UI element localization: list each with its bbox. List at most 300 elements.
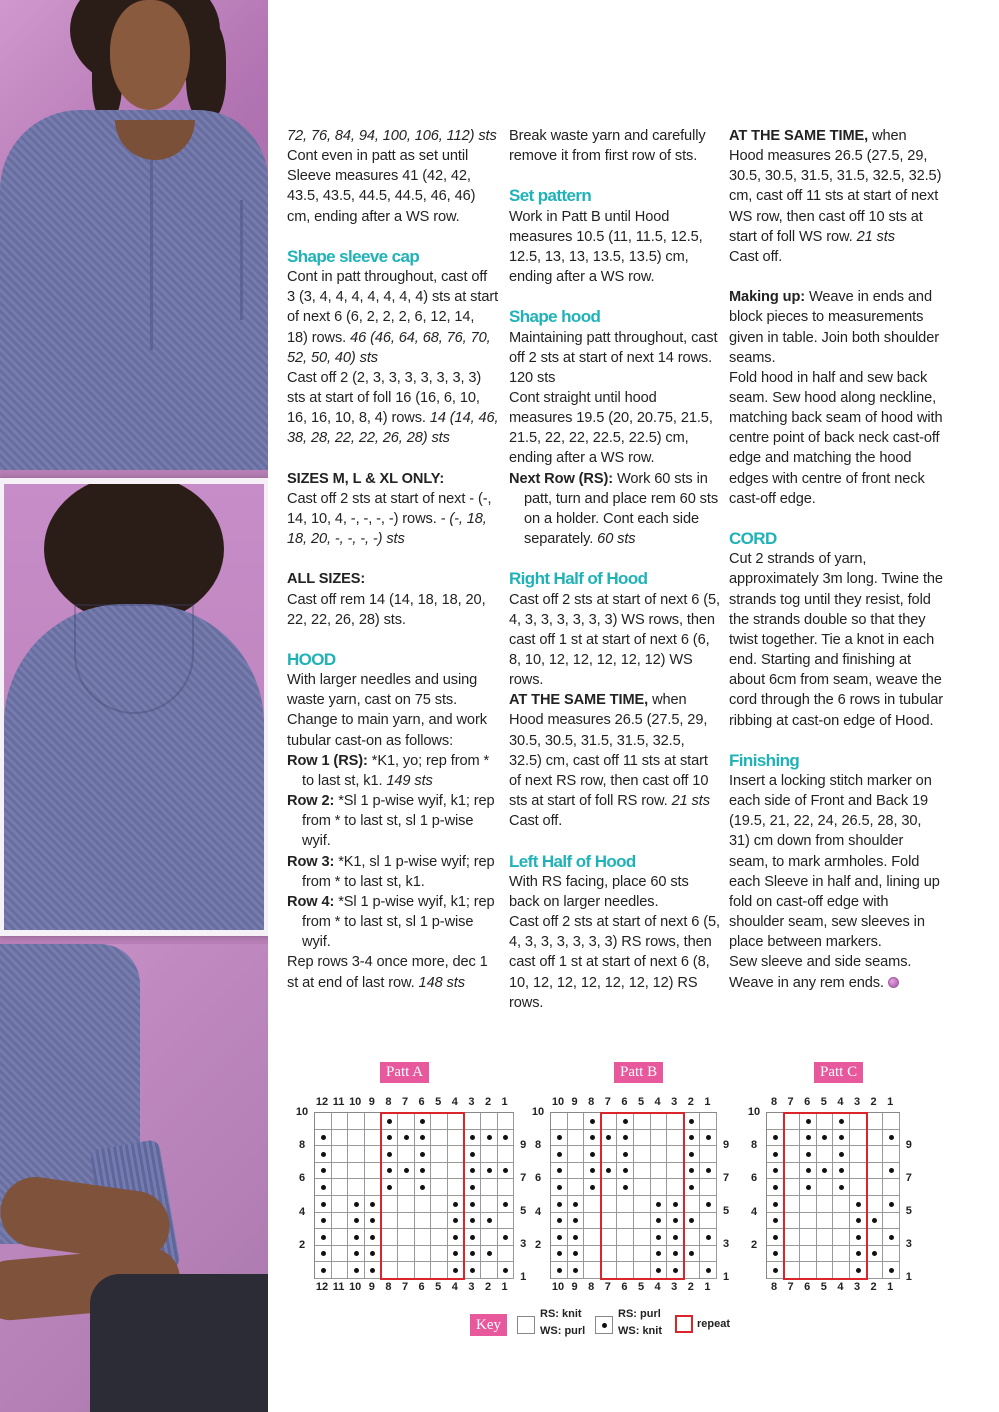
pattern-row xyxy=(509,469,721,550)
row-number: 4 xyxy=(298,1205,306,1218)
paragraph-text: Maintaining patt throughout, cast off 2 sts at start of next 14 rows. 120 sts xyxy=(509,329,718,386)
knit-cell xyxy=(883,1246,900,1263)
purl-cell xyxy=(464,1146,481,1163)
purl-cell xyxy=(767,1163,784,1180)
column-number: 9 xyxy=(571,1281,578,1293)
purl-cell xyxy=(767,1130,784,1147)
knit-cell xyxy=(584,1262,601,1279)
purl-cell xyxy=(767,1213,784,1230)
knit-cell xyxy=(883,1146,900,1163)
column-number: 2 xyxy=(870,1281,877,1293)
purl-cell xyxy=(315,1130,332,1147)
paragraph-text: Cast off. xyxy=(729,248,783,265)
photo-strip xyxy=(0,0,268,1412)
purl-cell xyxy=(700,1130,717,1147)
purl-cell xyxy=(551,1179,568,1196)
knit-cell xyxy=(365,1179,382,1196)
face xyxy=(110,0,190,110)
column-number: 10 xyxy=(551,1281,565,1293)
paragraph-text: Sew sleeve and side seams. xyxy=(729,954,912,971)
purl-dot xyxy=(706,1135,711,1140)
purl-cell xyxy=(551,1146,568,1163)
purl-cell xyxy=(348,1262,365,1279)
purl-dot xyxy=(557,1135,562,1140)
column-number: 7 xyxy=(401,1096,409,1108)
column-number: 5 xyxy=(435,1096,442,1108)
column-number: 9 xyxy=(368,1281,375,1293)
knit-cell xyxy=(481,1229,498,1246)
purl-dot xyxy=(889,1135,894,1140)
purl-cell xyxy=(348,1196,365,1213)
purl-dot xyxy=(689,1168,694,1173)
knit-cell xyxy=(348,1113,365,1130)
knit-cell xyxy=(767,1113,784,1130)
purl-cell xyxy=(498,1229,515,1246)
purl-dot xyxy=(470,1152,475,1157)
knit-cell xyxy=(568,1163,585,1180)
purl-dot xyxy=(773,1268,778,1273)
paragraph xyxy=(729,973,943,993)
section-heading: Finishing xyxy=(729,750,800,770)
column-number: 8 xyxy=(385,1281,392,1293)
model-back-photo xyxy=(0,478,268,936)
column-number: 4 xyxy=(451,1281,458,1293)
knit-cell xyxy=(867,1262,884,1279)
repeat-outline xyxy=(380,1112,465,1280)
knit-cell xyxy=(551,1113,568,1130)
purl-cell xyxy=(551,1196,568,1213)
purl-dot xyxy=(321,1185,326,1190)
paragraph-text: *K1, sl 1 p-wise wyif; rep from * to last st, k1. xyxy=(302,853,495,890)
purl-dot xyxy=(706,1268,711,1273)
paragraph xyxy=(509,590,721,691)
knit-cell xyxy=(584,1196,601,1213)
purl-dot xyxy=(503,1135,508,1140)
purl-cell xyxy=(684,1179,701,1196)
knit-cell xyxy=(348,1130,365,1147)
row-number: 9 xyxy=(905,1138,912,1151)
knit-cell xyxy=(481,1113,498,1130)
purl-dot xyxy=(590,1168,595,1173)
purl-dot xyxy=(590,1119,595,1124)
column-number: 2 xyxy=(870,1096,877,1108)
purl-dot xyxy=(470,1235,475,1240)
paragraph-text: 72, 76, 84, 94, 100, 106, 112) sts xyxy=(287,128,497,144)
paragraph-text: Fold hood in half and sew back seam. Sew hood along neckline, matching back seam of hood with centre point of back neck cast-off edge and matching the hood edges with centre of front neck cast-off edge. xyxy=(729,369,943,507)
purl-cell xyxy=(464,1130,481,1147)
purl-cell xyxy=(767,1229,784,1246)
purl-dot xyxy=(321,1168,326,1173)
knit-cell xyxy=(568,1113,585,1130)
purl-cell xyxy=(365,1229,382,1246)
purl-cell xyxy=(767,1146,784,1163)
row-label: Row 1 (RS): xyxy=(287,752,368,769)
chart-patt-a xyxy=(295,1062,530,1298)
column-number: 2 xyxy=(687,1096,694,1108)
purl-cell xyxy=(315,1213,332,1230)
section-heading: Set pattern xyxy=(509,186,592,206)
knit-cell xyxy=(348,1146,365,1163)
column-number: 4 xyxy=(654,1281,661,1293)
row-number: 3 xyxy=(905,1238,912,1251)
purl-dot xyxy=(370,1235,375,1240)
sweater xyxy=(0,110,268,470)
column-number: 2 xyxy=(484,1096,492,1108)
purl-cell xyxy=(481,1213,498,1230)
purl-dot xyxy=(573,1202,578,1207)
row-number: 9 xyxy=(722,1138,730,1151)
paragraph-text: when Hood measures 26.5 (27.5, 29, 30.5, 30.5, 31.5, 31.5, 32.5, 32.5) cm, cast off 11 sts at start of next RS row, then cast off 10 sts at start of foll RS row. xyxy=(509,692,709,810)
paragraph-text: *K1, yo; rep from * to last st, k1. xyxy=(302,752,490,789)
knit-cell xyxy=(867,1146,884,1163)
paragraph xyxy=(287,590,499,630)
chart-patt-b xyxy=(531,1062,746,1298)
paragraph xyxy=(729,549,943,730)
purl-dot xyxy=(487,1218,492,1223)
purl-dot xyxy=(503,1268,508,1273)
size-heading: ALL SIZES: xyxy=(287,571,366,588)
purl-dot xyxy=(370,1202,375,1207)
purl-cell xyxy=(700,1196,717,1213)
row-number: 6 xyxy=(534,1172,542,1185)
column-number: 3 xyxy=(853,1281,861,1293)
purl-cell xyxy=(684,1163,701,1180)
purl-dot xyxy=(773,1185,778,1190)
row-label: Next Row (RS): xyxy=(509,470,613,487)
column-number: 5 xyxy=(435,1281,442,1293)
paragraph xyxy=(729,126,943,247)
paragraph xyxy=(729,287,943,368)
purl-dot xyxy=(354,1202,359,1207)
knit-cell xyxy=(584,1213,601,1230)
knit-cell xyxy=(498,1246,515,1263)
repeat-outline xyxy=(783,1112,868,1280)
purl-cell xyxy=(568,1246,585,1263)
column-number: 1 xyxy=(887,1096,894,1108)
purl-dot xyxy=(470,1218,475,1223)
row-number: 2 xyxy=(298,1238,306,1251)
purl-dot xyxy=(557,1185,562,1190)
purl-dot xyxy=(773,1202,778,1207)
purl-cell xyxy=(684,1213,701,1230)
stitch-count: 148 sts xyxy=(418,974,465,991)
purl-dot xyxy=(470,1135,475,1140)
purl-cell xyxy=(464,1213,481,1230)
purl-cell xyxy=(584,1146,601,1163)
section-heading: Right Half of Hood xyxy=(509,569,648,589)
paragraph-text: Break waste yarn and carefully remove it from first row of sts. xyxy=(509,128,706,165)
knit-cell xyxy=(365,1146,382,1163)
chart-title: Patt B xyxy=(614,1062,663,1083)
purl-cell xyxy=(584,1113,601,1130)
knit-cell xyxy=(700,1179,717,1196)
purl-cell xyxy=(498,1196,515,1213)
purl-dot xyxy=(706,1202,711,1207)
purl-dot xyxy=(590,1185,595,1190)
paragraph-text: Cast off 2 sts at start of next 6 (5, 4, 3, 3, 3, 3, 3, 3) WS rows, then cast off 1 st at start of next 6 (6, 8, 10, 12, 12, 12, 12, 12) WS rows. xyxy=(509,591,720,689)
purl-cell xyxy=(584,1163,601,1180)
paragraph-text: Weave in any rem ends. xyxy=(729,974,888,991)
purl-cell xyxy=(684,1246,701,1263)
emphasis-label: Making up: xyxy=(729,289,806,306)
purl-dot xyxy=(706,1235,711,1240)
purl-dot xyxy=(773,1235,778,1240)
purl-dot-icon xyxy=(595,1316,613,1334)
column-number: 6 xyxy=(621,1281,628,1293)
purl-dot xyxy=(470,1268,475,1273)
paragraph xyxy=(509,872,721,912)
purl-dot xyxy=(354,1218,359,1223)
purl-dot xyxy=(590,1135,595,1140)
column-number: 8 xyxy=(770,1281,778,1293)
column-number: 8 xyxy=(588,1096,595,1108)
purl-dot xyxy=(573,1218,578,1223)
column-number: 6 xyxy=(621,1096,628,1108)
section-heading: Shape sleeve cap xyxy=(287,246,420,266)
knit-cell xyxy=(315,1113,332,1130)
purl-dot xyxy=(773,1251,778,1256)
paragraph xyxy=(287,267,499,368)
purl-dot xyxy=(470,1251,475,1256)
paragraph xyxy=(509,912,721,1013)
knit-cell xyxy=(481,1146,498,1163)
knit-cell xyxy=(481,1179,498,1196)
purl-cell xyxy=(481,1130,498,1147)
knit-cell xyxy=(481,1196,498,1213)
paragraph-text: Cut 2 strands of yarn, approximately 3m long. Twine the strands tog until they resist, fold the strands double so that they twist together. Tie a knot in each end. Starting and finishing at about 6cm from seam, weave the cord through the 6 rows in tubular ribbing at cast-on edge of Hood. xyxy=(729,551,944,729)
row-number: 2 xyxy=(534,1238,542,1251)
row-number: 5 xyxy=(520,1205,527,1217)
purl-dot xyxy=(321,1218,326,1223)
purl-cell xyxy=(365,1196,382,1213)
purl-cell xyxy=(464,1229,481,1246)
emphasis-label: AT THE SAME TIME, xyxy=(729,128,869,144)
purl-cell xyxy=(551,1246,568,1263)
purl-cell xyxy=(365,1213,382,1230)
knit-cell xyxy=(348,1163,365,1180)
section-heading: HOOD xyxy=(287,650,336,669)
knit-cell xyxy=(332,1179,349,1196)
stitch-grid xyxy=(314,1112,514,1279)
column-number: 1 xyxy=(501,1281,508,1293)
knit-cell xyxy=(365,1113,382,1130)
purl-cell xyxy=(315,1196,332,1213)
row-number: 8 xyxy=(750,1139,758,1152)
row-number: 3 xyxy=(520,1238,527,1251)
row-number: 5 xyxy=(722,1205,730,1217)
purl-cell xyxy=(551,1163,568,1180)
purl-dot xyxy=(872,1251,877,1256)
purl-cell xyxy=(464,1262,481,1279)
purl-dot xyxy=(354,1251,359,1256)
paragraph-text: Cast off rem 14 (14, 18, 18, 20, 22, 22, 26, 28) sts. xyxy=(287,591,486,628)
column-number: 4 xyxy=(837,1096,844,1108)
purl-dot xyxy=(321,1268,326,1273)
column-number: 7 xyxy=(787,1096,794,1108)
paragraph xyxy=(509,126,721,166)
purl-cell xyxy=(883,1130,900,1147)
key-knit-ws: WS: purl xyxy=(540,1325,586,1337)
row-number: 2 xyxy=(750,1238,758,1251)
key-knit-rs: RS: knit xyxy=(540,1308,582,1320)
paragraph-text: Cont in patt throughout, cast off 3 (3, 4, 4, 4, 4, 4, 4, 4) sts at start of next 6 (6, 2, 2, 2, 6, 12, 14, 18) rows. xyxy=(287,269,499,346)
paragraph xyxy=(287,126,499,146)
column-number: 7 xyxy=(401,1281,409,1293)
row-label: Row 3: xyxy=(287,853,335,870)
paragraph xyxy=(287,368,499,449)
column-number: 8 xyxy=(588,1281,595,1293)
purl-dot xyxy=(706,1168,711,1173)
purl-cell xyxy=(767,1196,784,1213)
stitch-grid xyxy=(550,1112,717,1279)
row-number: 3 xyxy=(722,1238,730,1251)
column-number: 9 xyxy=(368,1096,375,1108)
knit-cell xyxy=(498,1179,515,1196)
purl-cell xyxy=(568,1213,585,1230)
stitch-grid xyxy=(766,1112,900,1279)
purl-cell xyxy=(700,1163,717,1180)
purl-cell xyxy=(498,1130,515,1147)
stitch-count: 60 sts xyxy=(597,531,636,548)
purl-dot xyxy=(872,1218,877,1223)
purl-cell xyxy=(883,1229,900,1246)
key-purl-ws: WS: knit xyxy=(618,1325,662,1337)
row-number: 7 xyxy=(905,1171,912,1184)
purl-cell xyxy=(464,1196,481,1213)
row-number: 6 xyxy=(298,1172,306,1185)
purl-cell xyxy=(348,1229,365,1246)
paragraph xyxy=(729,368,943,509)
stitch-count: 21 sts xyxy=(671,793,710,810)
purl-dot xyxy=(773,1168,778,1173)
column-number: 7 xyxy=(787,1281,794,1293)
knit-cell xyxy=(883,1179,900,1196)
purl-dot xyxy=(557,1251,562,1256)
purl-cell xyxy=(498,1262,515,1279)
paragraph-text: Cont straight until hood measures 19.5 (20, 20.75, 21.5, 21.5, 22, 22, 22.5, 22.5) cm, ending after a WS row. xyxy=(509,390,713,467)
knit-cell xyxy=(348,1179,365,1196)
row-number: 5 xyxy=(905,1205,912,1217)
row-label: Row 4: xyxy=(287,893,335,910)
purl-dot xyxy=(689,1119,694,1124)
purl-cell xyxy=(348,1213,365,1230)
stitch-count: 149 sts xyxy=(386,772,433,789)
purl-cell xyxy=(584,1179,601,1196)
row-number: 7 xyxy=(722,1171,730,1184)
purl-dot xyxy=(470,1202,475,1207)
purl-dot xyxy=(773,1152,778,1157)
paragraph-text: *Sl 1 p-wise wyif, k1; rep from * to last st, sl 1 p-wise wyif. xyxy=(302,793,495,850)
paragraph-text: With larger needles and using waste yarn, cast on 75 sts. Change to main yarn, and work tubular cast-on as follows: xyxy=(287,672,487,749)
text-column-3 xyxy=(729,126,943,993)
purl-dot xyxy=(573,1251,578,1256)
paragraph-text: Insert a locking stitch marker on each side of Front and Back 19 (19.5, 21, 22, 24, 26.5, 28, 30, 31) cm down from shoulder seam, to mark armholes. Fold each Sleeve in half and, lining up fold on cast-off edge with shoulder seam, sew sleeves in place between markers. xyxy=(729,772,940,951)
row-number: 8 xyxy=(534,1139,542,1152)
column-number: 8 xyxy=(385,1096,392,1108)
purl-dot xyxy=(590,1152,595,1157)
purl-dot xyxy=(321,1135,326,1140)
purl-cell xyxy=(481,1246,498,1263)
paragraph-text: Cast off 2 (2, 3, 3, 3, 3, 3, 3, 3) sts at start of foll 16 (16, 6, 10, 16, 16, 10, 8, 4) rows. xyxy=(287,369,482,427)
paragraph-text: With RS facing, place 60 sts back on larger needles. xyxy=(509,873,689,910)
knit-cell xyxy=(332,1213,349,1230)
purl-cell xyxy=(315,1179,332,1196)
text-column-1 xyxy=(287,126,499,993)
purl-dot xyxy=(689,1251,694,1256)
column-number: 5 xyxy=(637,1281,645,1293)
purl-dot xyxy=(889,1268,894,1273)
purl-cell xyxy=(551,1130,568,1147)
purl-dot xyxy=(689,1152,694,1157)
purl-dot xyxy=(557,1168,562,1173)
key-label: Key xyxy=(470,1314,507,1336)
purl-dot xyxy=(573,1235,578,1240)
column-number: 10 xyxy=(551,1096,565,1108)
column-number: 7 xyxy=(604,1281,611,1293)
knit-cell xyxy=(481,1262,498,1279)
purl-dot xyxy=(557,1235,562,1240)
row-label: Row 2: xyxy=(287,793,335,810)
chart-title: Patt A xyxy=(380,1062,429,1083)
paragraph xyxy=(509,328,721,388)
column-number: 5 xyxy=(820,1096,827,1108)
column-number: 12 xyxy=(315,1096,329,1108)
knit-cell xyxy=(700,1146,717,1163)
stitch-count: - (-, 18, 18, 20, -, -, -, -) sts xyxy=(287,510,487,548)
pattern-row xyxy=(287,751,499,791)
purl-cell xyxy=(883,1262,900,1279)
paragraph xyxy=(729,247,943,267)
column-number: 8 xyxy=(770,1096,778,1108)
knit-cell xyxy=(684,1229,701,1246)
knit-cell xyxy=(332,1130,349,1147)
text-column-2 xyxy=(509,126,721,1013)
purl-dot xyxy=(773,1218,778,1223)
column-number: 5 xyxy=(637,1096,645,1108)
knit-cell xyxy=(332,1113,349,1130)
purl-cell xyxy=(348,1246,365,1263)
purl-dot xyxy=(321,1235,326,1240)
column-number: 6 xyxy=(418,1281,425,1293)
knit-cell xyxy=(568,1130,585,1147)
purl-cell xyxy=(568,1229,585,1246)
purl-dot xyxy=(470,1185,475,1190)
paragraph xyxy=(509,690,721,811)
column-number: 10 xyxy=(349,1096,362,1108)
model-front-photo xyxy=(0,0,268,470)
row-number: 4 xyxy=(534,1205,542,1218)
purl-dot xyxy=(557,1152,562,1157)
paragraph xyxy=(729,952,943,972)
purl-cell xyxy=(684,1146,701,1163)
knit-cell xyxy=(700,1246,717,1263)
purl-dot xyxy=(689,1135,694,1140)
purl-dot xyxy=(487,1168,492,1173)
purl-cell xyxy=(700,1262,717,1279)
column-number: 5 xyxy=(820,1281,827,1293)
purl-cell xyxy=(315,1229,332,1246)
chart-title: Patt C xyxy=(814,1062,863,1083)
purl-dot xyxy=(573,1268,578,1273)
stitch-count: 14 (14, 46, 38, 28, 22, 22, 26, 28) sts xyxy=(287,410,499,447)
yarn-ball-icon xyxy=(888,977,899,988)
purl-dot xyxy=(321,1251,326,1256)
knit-cell xyxy=(584,1229,601,1246)
pattern-row xyxy=(287,892,499,952)
knit-cell xyxy=(867,1163,884,1180)
knit-square-icon xyxy=(517,1316,535,1334)
purl-cell xyxy=(481,1163,498,1180)
